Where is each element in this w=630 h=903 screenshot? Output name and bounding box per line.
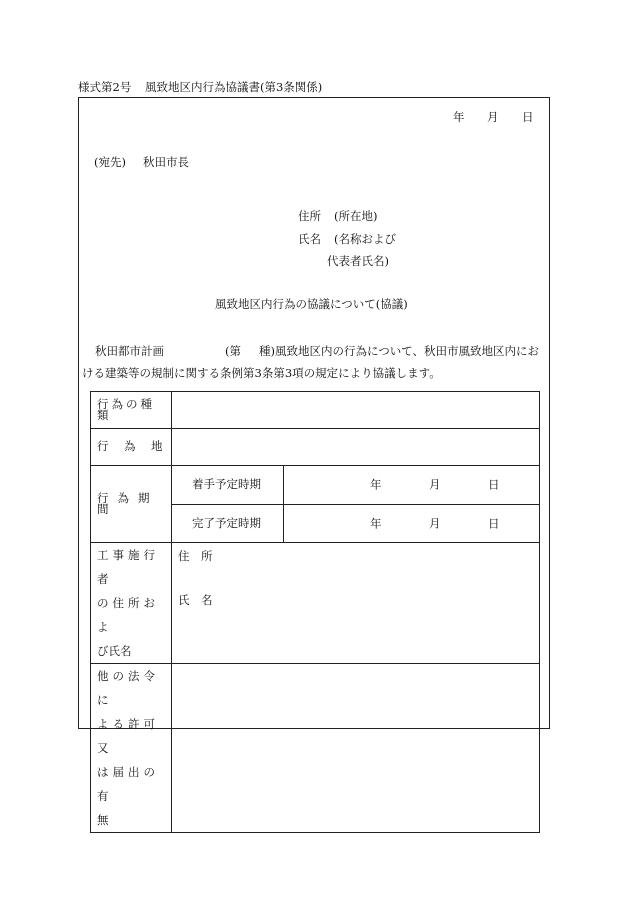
end-label: 完了予定時期 [192,515,261,530]
date-month-label: 月 [487,110,499,124]
contractor-address-label: 住 所 [178,549,213,563]
contractor-label-2: の住所およ [97,596,159,634]
applicant-address-label: 住所 [298,209,321,223]
contractor-label-cell [91,543,172,664]
applicant-address-sub: (所在地) [334,209,378,223]
form-table [90,391,540,833]
end-year: 年 [370,515,382,530]
site-value-cell[interactable] [172,429,540,466]
end-label-cell [172,505,284,543]
body-line1-b: (第 [225,344,241,358]
start-label-cell [172,466,284,505]
contractor-value-cell[interactable] [172,543,540,664]
row-site [91,429,540,466]
other-law-value-cell[interactable] [172,664,540,833]
other-law-label-2: よる許可又 [97,717,159,755]
body-line2: ける建築等の規制に関する条例第3条第3項の規定により協議します。 [82,366,441,380]
date-year-label: 年 [453,110,465,124]
period-label-cell [91,466,172,543]
form-title: 風致地区内行為協議書(第3条関係) [145,80,323,94]
start-day: 日 [488,477,500,492]
row-type [91,392,540,429]
contractor-label-1: 工事施行者 [97,548,159,586]
other-law-label-1: 他の法令に [97,669,159,707]
type-label-cell [91,392,172,429]
body-line1-a: 秋田都市計画 [95,344,164,358]
start-year: 年 [370,477,382,492]
contractor-name-label: 氏 名 [178,592,213,607]
other-law-label-4: 無 [97,813,109,827]
row-other-law [91,664,540,833]
row-contractor [91,543,540,664]
start-month: 月 [429,477,441,492]
contractor-label-3: び氏名 [97,644,132,658]
end-day: 日 [488,515,500,530]
form-number: 様式第2号 [78,80,132,94]
end-month: 月 [429,515,441,530]
body-line1-c: 種)風致地区内の行為について、秋田市風致地区内にお [259,344,540,358]
other-law-label-3: は届出の有 [97,765,159,803]
site-label-cell [91,429,172,466]
addressee-name: 秋田市長 [143,155,189,169]
applicant-name-label: 氏名 [298,232,321,246]
start-date-cell[interactable] [284,466,540,505]
site-label: 行 為 地 [97,439,165,454]
start-label: 着手予定時期 [192,477,261,492]
other-law-label-cell [91,664,172,833]
addressee-label: (宛先) [94,155,126,169]
period-label: 行為期間 [97,490,159,516]
row-period-start [91,466,540,505]
end-date-cell[interactable] [284,505,540,543]
applicant-name-sub: (名称および [334,232,396,246]
applicant-name-sub2: 代表者氏名) [327,254,389,268]
date-day-label: 日 [522,110,534,124]
subject-title: 風致地区内行為の協議について(協議) [215,297,408,311]
type-label: 行為の種類 [97,396,155,422]
type-value-cell[interactable] [172,392,540,429]
